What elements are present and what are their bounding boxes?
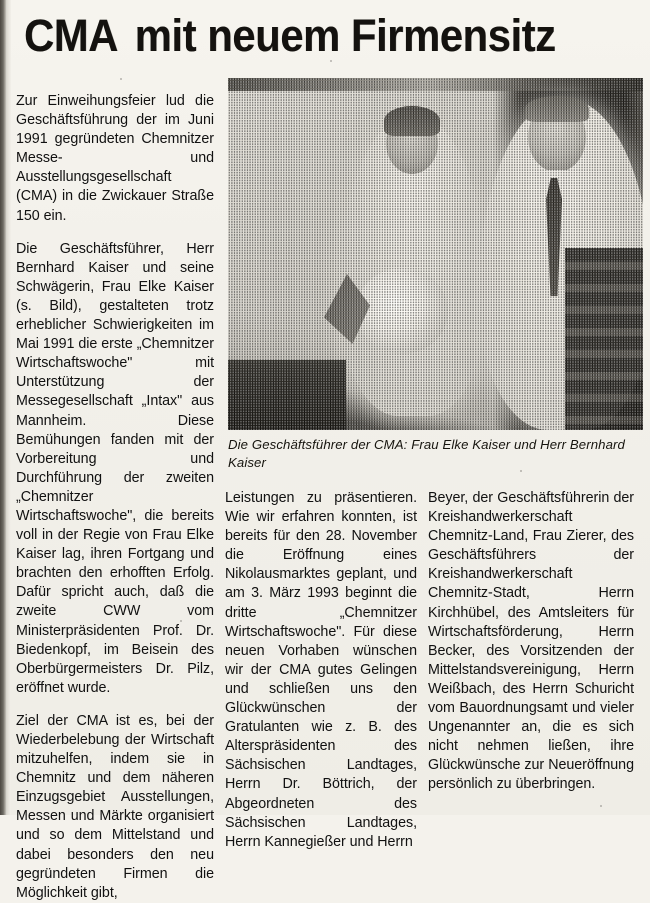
body-column-1 xyxy=(16,92,214,903)
person-left-hair xyxy=(384,106,440,136)
paragraph: Die Geschäftsführer, Herr Bernhard Kaiser und seine Schwägerin, Frau Elke Kaiser (s. Bild), gestalteten trotz erheblicher Schwierigkeiten im Mai 1991 die erste „Chemnitzer Wirtschaftswoche" mit Unterstützung der Messegesellschaft „Intax" aus Mannheim. Diese Bemühungen fanden mit der Vorbereitung und Durchführung der zweiten „Chemnitzer Wirtschaftswoche", die bereits voll in der Regie von Frau Elke Kaiser lag, ihren Fortgang und brachten den erhofften Erfolg. Dafür spricht auch, daß die zweite CWW vom Ministerpräsidenten Prof. Dr. Biedenkopf, im Beisein des Oberbürgermeisters Dr. Pilz, eröffnet wurde. xyxy=(16,240,214,696)
scan-speck xyxy=(520,470,522,472)
scan-speck xyxy=(600,805,602,807)
headline-rest: mit neuem Firmensitz xyxy=(134,10,556,61)
foreground-table xyxy=(228,360,346,430)
body-column-3 xyxy=(428,489,634,795)
scan-edge-shadow xyxy=(0,0,7,815)
article-photo xyxy=(228,78,643,430)
paragraph: Ziel der CMA ist es, bei der Wiederbelebung der Wirtschaft mitzuhelfen, indem sie in Chemnitz und dem näheren Einzugsgebiet Ausstellungen, Messen und Märkte organisiert und so dem Mittelstand und dabei besonders den neu gegründeten Firmen die Möglichkeit gibt, xyxy=(16,712,214,901)
body-column-2 xyxy=(225,489,417,852)
headline-lead: CMA xyxy=(24,10,118,61)
scan-speck xyxy=(180,620,182,622)
scan-speck xyxy=(330,60,332,62)
paragraph: Beyer, der Geschäftsführerin der Kreishandwerkerschaft Chemnitz-Land, Frau Zierer, des Geschäftsführers der Kreishandwerkerschaft Chemnitz-Stadt, Herrn Kirchhübel, des Amtsleiters für Wirtschaftsförderung, Herrn Becker, des Vorsitzenden der Mittelstandsvereinigung, Herrn Weißbach, des Herrn Schuricht vom Bauordnungsamt und vieler Ungenannter an, die es sich nicht nehmen ließen, ihre Glückwünsche zur Neueröffnung persönlich zu überbringen. xyxy=(428,490,634,793)
flower-bouquet xyxy=(356,268,448,354)
photo-top-band xyxy=(228,78,643,91)
person-right-hair xyxy=(525,96,589,122)
background-chair xyxy=(565,248,643,430)
paragraph: Leistungen zu präsentieren. Wie wir erfahren konnten, ist bereits für den 28. November die Eröffnung eines Nikolausmarktes geplant, und am 3. März 1993 beginnt die dritte „Chemnitzer Wirtschaftswoche". Für diese neuen Vorhaben wünschen wir der CMA gutes Gelingen und schließen uns den Glückwünschen der Gratulanten wie z. B. des Alterspräsidenten des Sächsischen Landtages, Herrn Dr. Böttrich, der Abgeordneten des Sächsischen Landtages, Herrn Kannegießer und Herrn xyxy=(225,490,417,850)
photo-caption: Die Geschäftsführer der CMA: Frau Elke Kaiser und Herr Bernhard Kaiser xyxy=(228,437,625,470)
paragraph: Zur Einweihungsfeier lud die Geschäftsführung der im Juni 1991 gegründeten Chemnitzer Messe- und Ausstellungsgesellschaft (CMA) in die Zwickauer Straße 150 ein. xyxy=(16,93,214,224)
article-headline xyxy=(24,8,591,68)
scan-edge-falloff xyxy=(7,0,11,815)
scan-speck xyxy=(120,78,122,80)
